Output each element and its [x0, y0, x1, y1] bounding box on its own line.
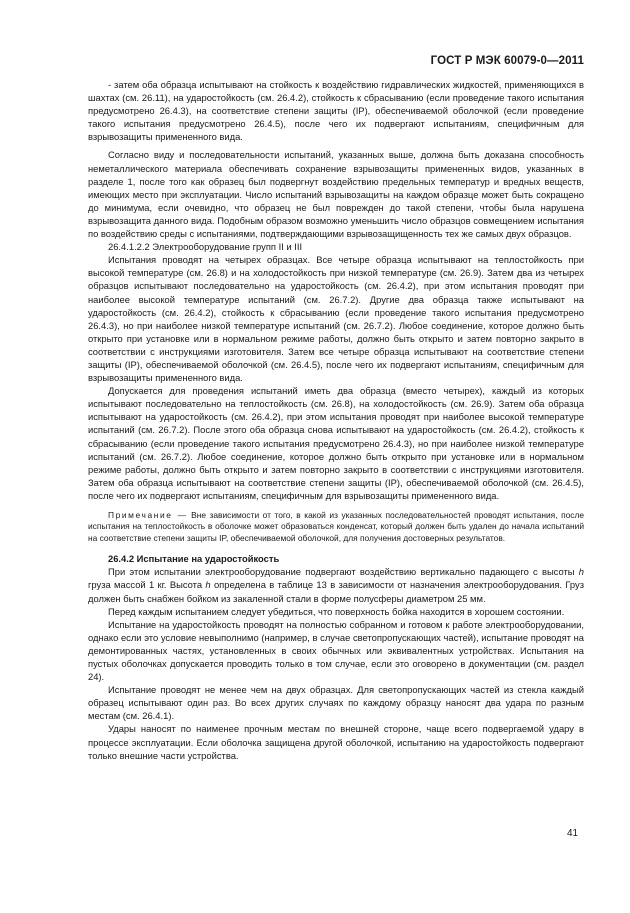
clause-26-4-1-2-2: 26.4.1.2.2 Электрооборудование групп II и III [108, 241, 303, 253]
paragraph-impact-location: Удары наносят по наименее прочным местам по внешней стороне, чаще всего подвергаемой удару в процессе эксплуатации. Если оболочка защищена другой оболочкой, испытанию на ударостойкость подвергают только внешние части устройства. [88, 723, 584, 761]
height-symbol: h [205, 579, 211, 591]
page-header-title: ГОСТ Р МЭК 60079-0—2011 [430, 55, 584, 67]
paragraph-four-samples: Испытания проводят на четырех образцах. Все четыре образца испытывают на теплостойкость при высокой температуре (см. 26.8) и на холодостойкость при низкой температуре (см. 26.9). Затем два из четырех образцов испытывают последовательно на ударостойкость (см. 26.4.2), при этом испытания проводят при наиболее высокой температуре испытаний (см. 26.7.2). Другие два образца также испытывают на ударостойкость (см. 26.4.2), стойкость к сбрасыванию (если проведение такого испытания предусмотрено 26.4.3), но при наиболее низкой температуре испытаний (см. 26.7.2). Любое соединение, которое должно быть открыто при установке или в нормальном режиме работы, должно быть открыто и затем повторно закрыто в соответствии с инструкциями изготовителя. Затем все четыре образца испытывают на соответствие степени защиты (IP), обеспечиваемой оболочкой (см. 26.4.5), после чего их подвергают испытаниям, специфичным для взрывозащиты примененного вида. [88, 254, 584, 384]
height-symbol: h [578, 566, 584, 578]
note-text: Вне зависимости от того, в какой из указанных последовательностей проводят испытания, после испытания на теплостойкость в оболочке может образоваться конденсат, который должен быть удален до начала испытаний на соответствие степени защиты IP, обеспечиваемой оболочкой, для получения достоверных результатов. [88, 510, 584, 543]
paragraph-sample-count: Испытание проводят не менее чем на двух образцах. Для светопропускающих частей из стекла каждый образец испытывают один раз. Во всех других случаях по каждому образцу наносят два удара по разным местам (см. 26.4.1). [88, 684, 584, 722]
paragraph-impact-intro: При этом испытании электрооборудование подвергают воздействию вертикально падающего с высоты h груза массой 1 кг. Высота h определена в таблице 13 в зависимости от назначения электрооборудования. Груз должен быть снабжен бойком из закаленной стали в форме полусферы диаметром 25 мм. [88, 566, 585, 604]
paragraph-striker-check: Перед каждым испытанием следует убедиться, что поверхность бойка находится в хорошем состоянии. [108, 605, 565, 617]
paragraph-two-samples: Допускается для проведения испытаний иметь два образца (вместо четырех), каждый из которых испытывают последовательно на теплостойкость (см. 26.8), на холодостойкость (см. 26.9). Затем оба образца испытывают на ударостойкость (см. 26.4.2), при этом испытания проводят при наиболее высокой температуре испытаний (см. 26.7.2). После этого оба образца снова испытывают на ударостойкость (см. 26.4.2), стойкость к сбрасыванию (если проведение такого испытания предусмотрено 26.4.3), но при наиболее низкой температуре испытаний (см. 26.7.2). Любое соединение, которое должно быть открыто при установке или в нормальном режиме работы, должно быть открыто и затем повторно закрыто в соответствии с инструкциями изготовителя. Затем оба образца испытывают на соответствие степени защиты (IP), обеспечиваемой оболочкой (см. 26.4.5), после чего их подвергают испытаниям, специфичным для взрывозащиты примененного вида. [88, 385, 584, 501]
page-number: 41 [567, 828, 579, 839]
paragraph-test-sequence: Согласно виду и последовательности испытаний, указанных выше, должна быть доказана способность неметаллического материала обеспечивать сохранение взрывозащиты примененных видов, указанных в разделе 1, после того как образец был подвергнут воздействию предельных температур и вредных веществ, имеющих место при эксплуатации. Число испытаний взрывозащиты на каждом образце может быть сокращено до минимума, если очевидно, что образец не был поврежден до такой степени, чтобы была нарушена взрывозащита данного вида. Подобным образом возможно уменьшить число образцов совмещением испытания по воздействию среды с испытаниями, подтверждающими взрывозащищенность тех же самых двух образцов. [88, 149, 584, 240]
paragraph-assembled-equipment: Испытание на ударостойкость проводят на полностью собранном и готовом к работе электрооборудовании, однако если это условие невыполнимо (например, в случае светопропускающих частей), испытание проводят на демонтированных частях, установленных в своих обычных или эквивалентных устройствах. Испытания на пустых оболочках допускается проводить только в том случае, если это оговорено в документации (см. раздел 24). [88, 618, 584, 683]
document-body [88, 78, 584, 762]
section-heading-impact-test: 26.4.2 Испытание на ударостойкость [108, 553, 280, 565]
paragraph-tests-continuation: - затем оба образца испытывают на стойкость к воздействию гидравлических жидкостей, применяющихся в шахтах (см. 26.11), на ударостойкость (см. 26.4.2), стойкость к сбрасыванию (если проведение такого испытания предусмотрено 26.4.3), на соответствие степени защиты (IP), обеспечиваемой оболочкой (если проведение такого испытания предусмотрено 26.4.5), после чего их подвергают испытаниям, специфичным для взрывозащиты примененного вида. [88, 79, 584, 143]
note-label: Примечание — [108, 510, 188, 520]
note [88, 510, 584, 544]
